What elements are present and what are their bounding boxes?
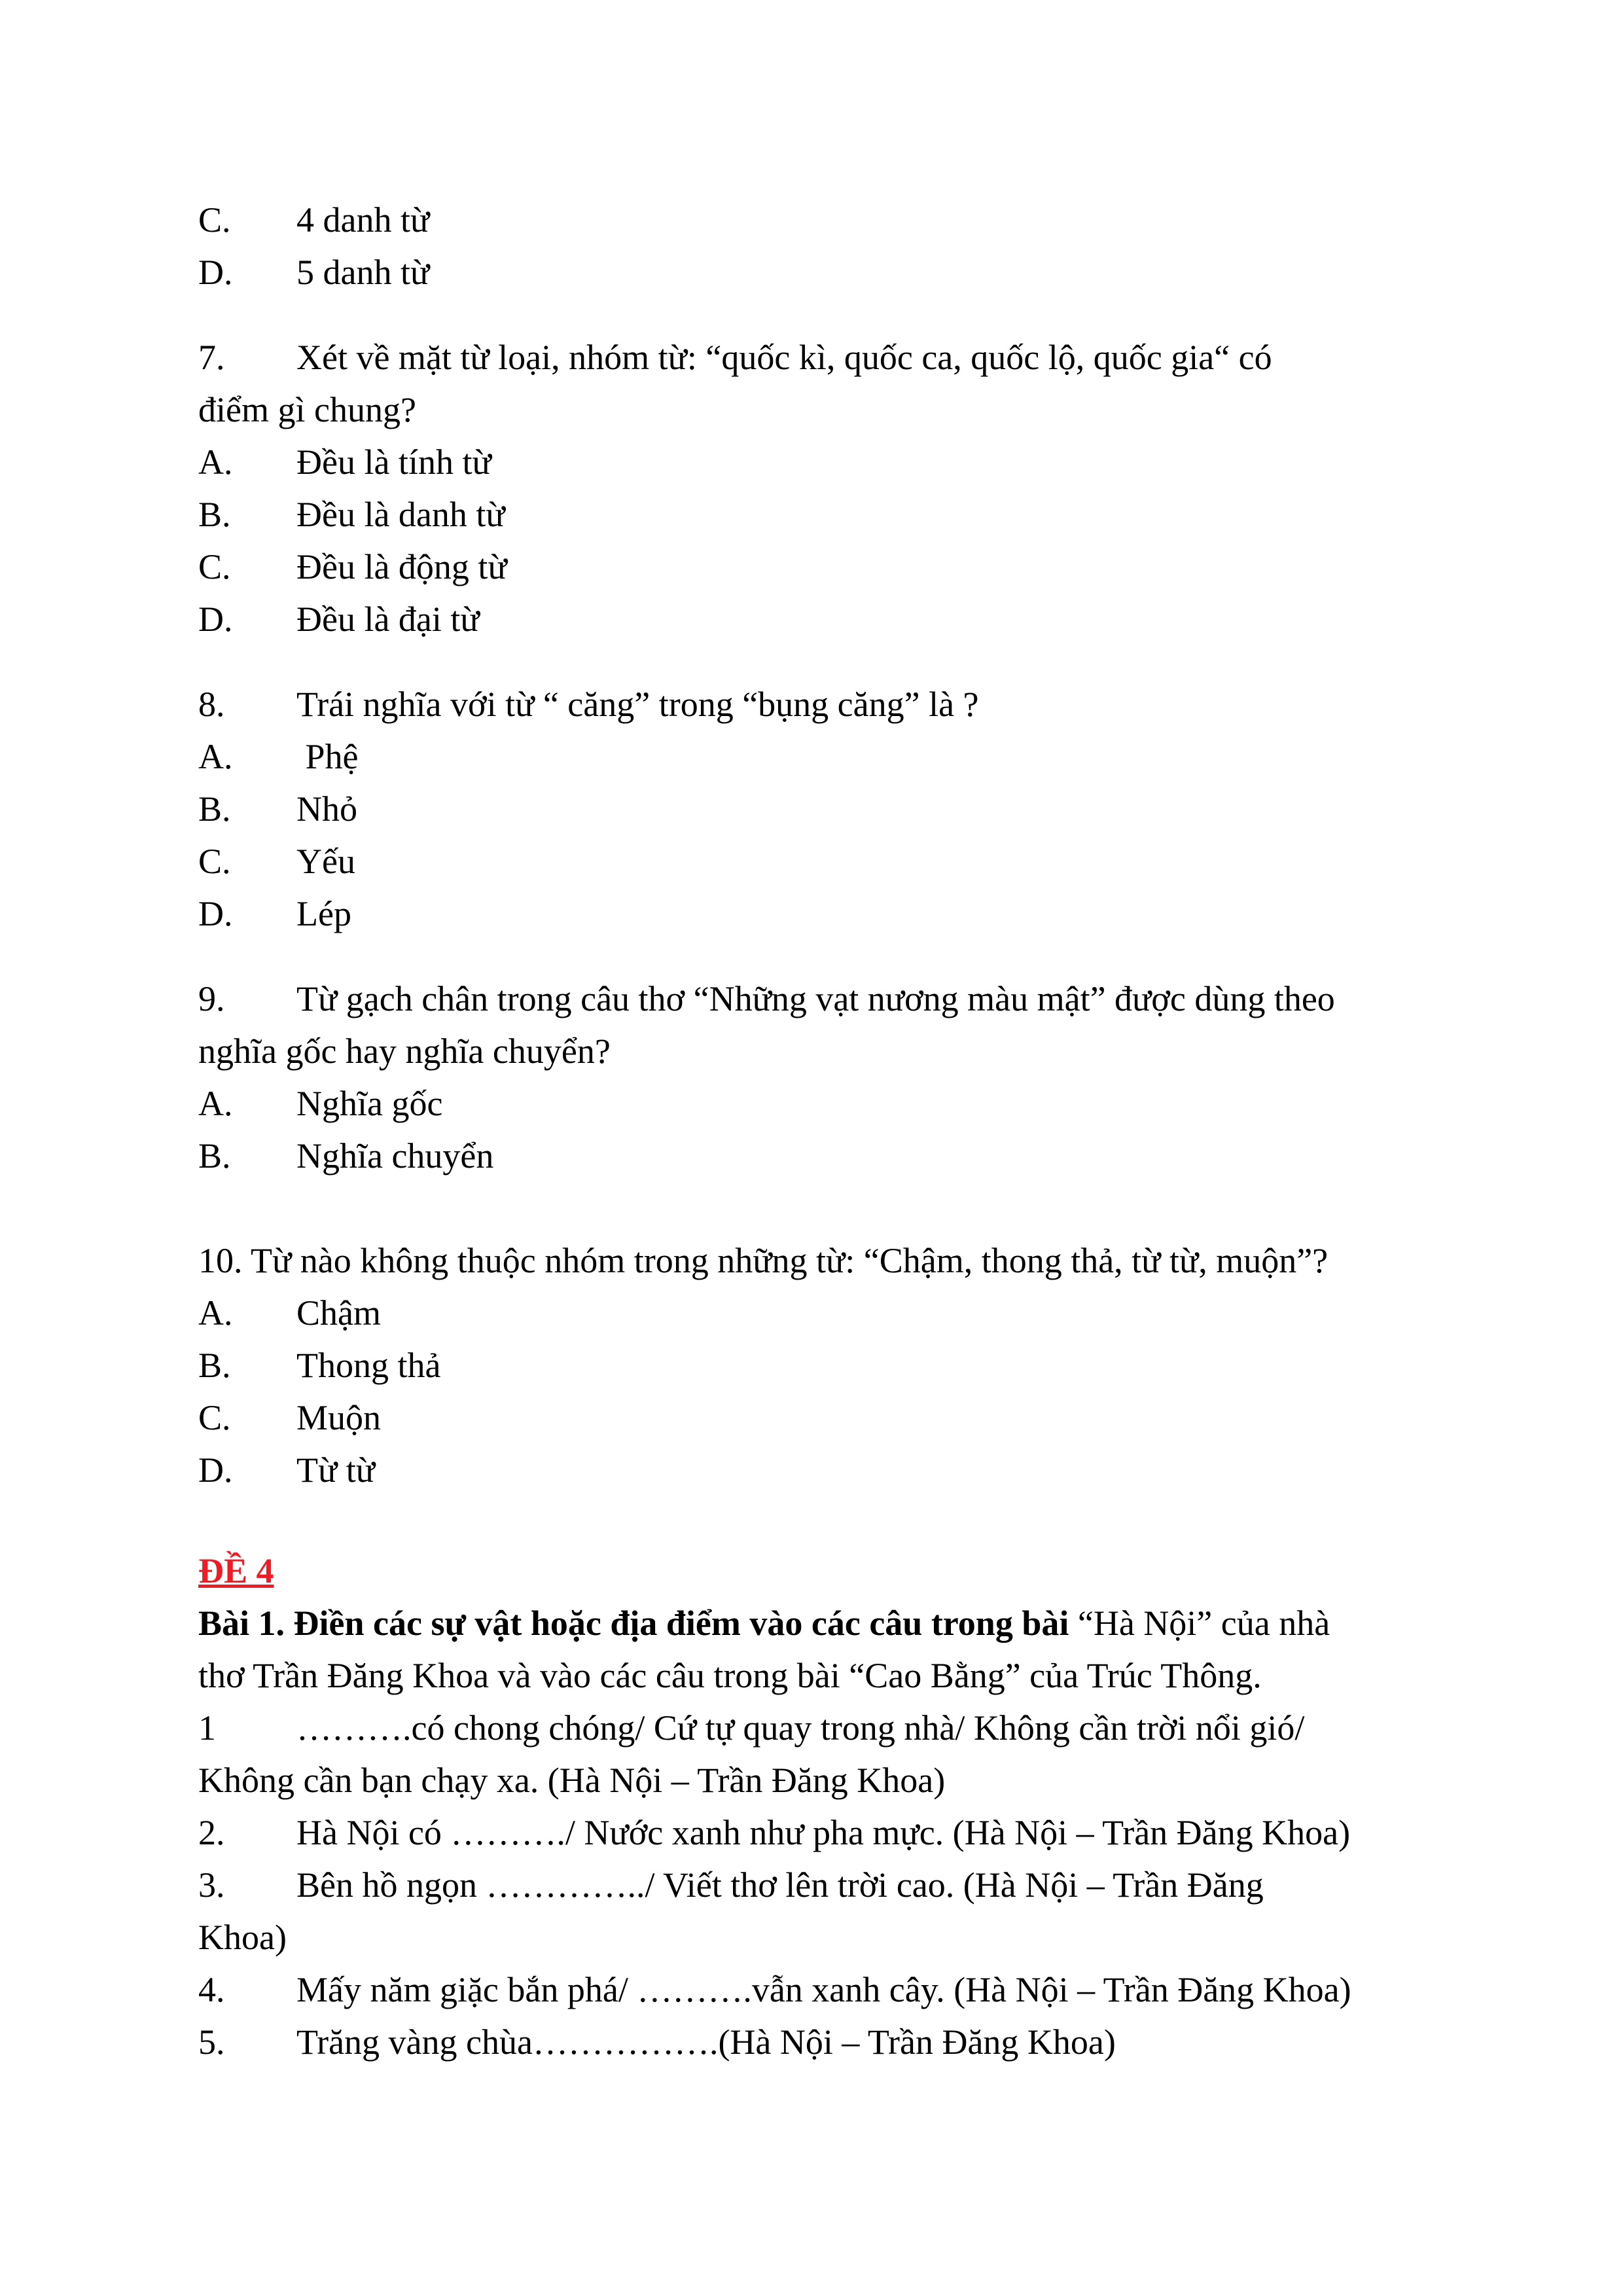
item-label: 4.: [198, 1970, 225, 2009]
q10-question: 10. Từ nào không thuộc nhóm trong những từ: “Chậm, thong thả, từ từ, muộn”?: [198, 1241, 1329, 1280]
item-label: 1: [198, 1708, 216, 1748]
option-text: Thong thả: [296, 1346, 441, 1385]
item-label: 2.: [198, 1813, 225, 1852]
option-text: Đều là tính từ: [296, 442, 491, 482]
option-text: Đều là động từ: [296, 547, 507, 586]
option-text: Nghĩa chuyển: [296, 1136, 494, 1175]
bai1-item-3-cont: Khoa): [198, 1918, 287, 1957]
option-label: A.: [198, 1293, 233, 1333]
item-label: 5.: [198, 2022, 225, 2062]
option-text: Phệ: [296, 737, 359, 776]
option-label: A.: [198, 442, 233, 482]
option-text: Muộn: [296, 1398, 382, 1437]
question-text: Trái nghĩa với từ “ căng” trong “bụng căng” là ?: [296, 685, 979, 724]
item-label: 3.: [198, 1865, 225, 1905]
option-label: D.: [198, 600, 233, 639]
option-text: Yếu: [296, 842, 355, 881]
option-label: B.: [198, 1136, 231, 1175]
option-text: 4 danh từ: [296, 200, 430, 240]
option-label: A.: [198, 1084, 233, 1123]
bai1-title-cont: thơ Trần Đăng Khoa và vào các câu trong bài “Cao Bằng” của Trúc Thông.: [198, 1656, 1262, 1695]
bai1-item-1-cont: Không cần bạn chạy xa. (Hà Nội – Trần Đăng Khoa): [198, 1761, 946, 1800]
item-text: ……….có chong chóng/ Cứ tự quay trong nhà/ Không cần trời nổi gió/: [296, 1708, 1305, 1748]
question-number: 8.: [198, 685, 225, 724]
item-text: Bên hồ ngọn …………../ Viết thơ lên trời cao. (Hà Nội – Trần Đăng: [296, 1865, 1264, 1905]
option-text: Nghĩa gốc: [296, 1084, 443, 1123]
question-number: 9.: [198, 979, 225, 1018]
bai1-title: [198, 1597, 1330, 1649]
bai1-title-bold: Bài 1. Điền các sự vật hoặc địa điểm vào các câu trong bài: [198, 1604, 1069, 1643]
option-label: C.: [198, 200, 231, 240]
item-text: Mấy năm giặc bắn phá/ ……….vẫn xanh cây. (Hà Nội – Trần Đăng Khoa): [296, 1970, 1351, 2009]
option-label: C.: [198, 1398, 231, 1437]
option-label: C.: [198, 547, 231, 586]
option-text: Từ từ: [296, 1450, 376, 1490]
item-text: Hà Nội có ………./ Nước xanh như pha mực. (Hà Nội – Trần Đăng Khoa): [296, 1813, 1351, 1852]
option-label: D.: [198, 253, 233, 292]
option-text: Nhỏ: [296, 789, 357, 829]
option-text: Chậm: [296, 1293, 381, 1333]
q7-question-cont: điểm gì chung?: [198, 390, 416, 429]
item-text: Trăng vàng chùa…………….(Hà Nội – Trần Đăng Khoa): [296, 2022, 1116, 2062]
option-label: B.: [198, 495, 231, 534]
option-text: Lép: [296, 894, 351, 933]
option-label: A.: [198, 737, 233, 776]
section-heading: ĐỀ 4: [198, 1551, 274, 1590]
question-text: Xét về mặt từ loại, nhóm từ: “quốc kì, quốc ca, quốc lộ, quốc gia“ có: [296, 338, 1272, 377]
q9-question-cont: nghĩa gốc hay nghĩa chuyển?: [198, 1031, 611, 1071]
option-label: C.: [198, 842, 231, 881]
option-label: D.: [198, 894, 233, 933]
option-text: Đều là đại từ: [296, 600, 480, 639]
question-text: Từ gạch chân trong câu thơ “Những vạt nương màu mật” được dùng theo: [296, 979, 1335, 1018]
option-label: D.: [198, 1450, 233, 1490]
question-number: 7.: [198, 338, 225, 377]
bai1-title-rest: “Hà Nội” của nhà: [1069, 1604, 1330, 1643]
option-label: B.: [198, 1346, 231, 1385]
option-text: Đều là danh từ: [296, 495, 505, 534]
option-text: 5 danh từ: [296, 253, 430, 292]
option-label: B.: [198, 789, 231, 829]
